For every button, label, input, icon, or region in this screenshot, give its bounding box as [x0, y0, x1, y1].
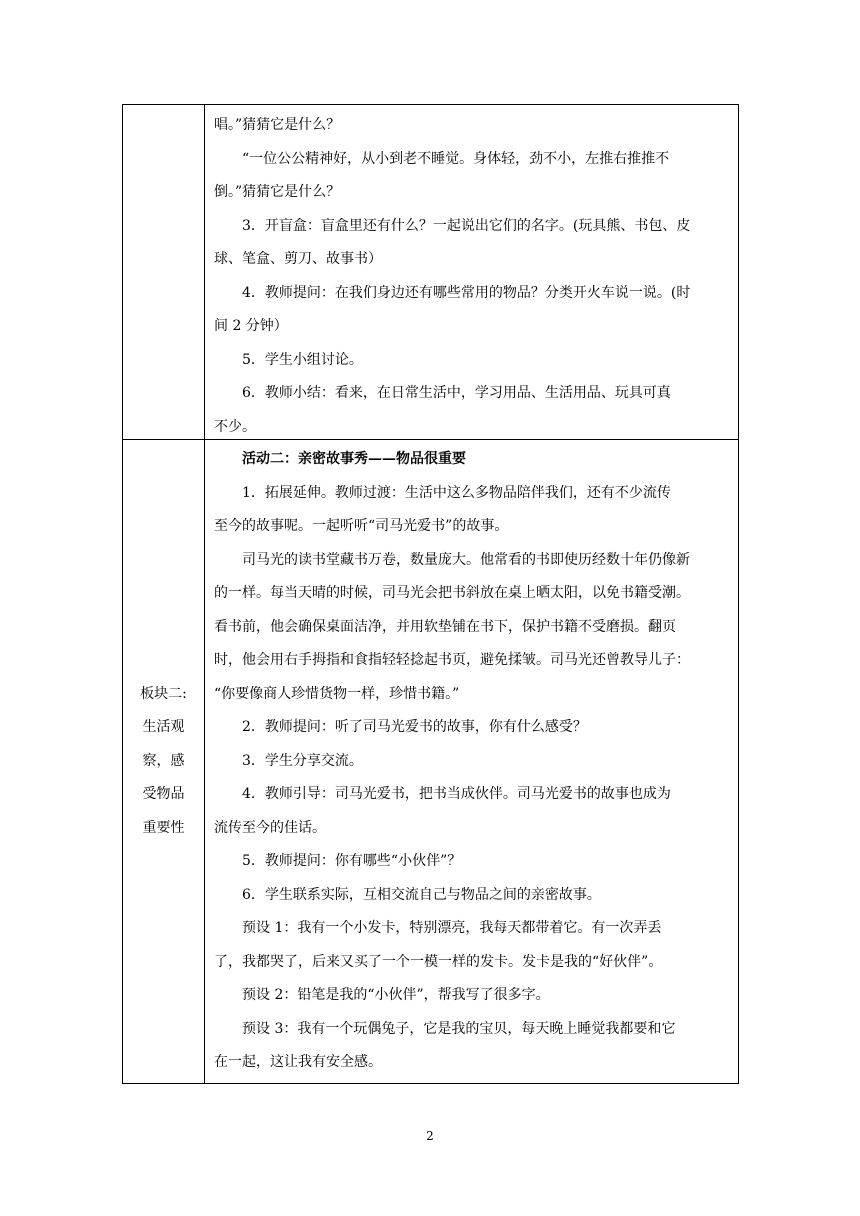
section-label-line: 板块二:	[140, 685, 187, 702]
paragraph-line: 了，我都哭了，后来又买了一个一模一样的发卡。发卡是我的“好伙伴”。	[214, 953, 663, 970]
paragraph-line: “一位公公精神好，从小到老不睡觉。身体轻，劲不小，左推右推推不	[242, 150, 670, 167]
paragraph-line: 3．学生分享交流。	[242, 752, 363, 769]
paragraph-line: “你要像商人珍惜货物一样，珍惜书籍。”	[214, 685, 460, 702]
lesson-plan-table	[122, 104, 739, 1084]
paragraph-line: 在一起，这让我有安全感。	[214, 1054, 382, 1070]
paragraph-line: 活动二：亲密故事秀——物品很重要	[242, 451, 466, 467]
page-number: 2	[426, 1129, 434, 1143]
paragraph-line: 的一样。每当天晴的时候，司马光会把书斜放在桌上晒太阳，以免书籍受潮。	[214, 585, 690, 601]
paragraph-line: 唱。”猜猜它是什么？	[214, 117, 341, 133]
paragraph-line: 4．教师引导：司马光爱书，把书当成伙伴。司马光爱书的故事也成为	[242, 786, 671, 802]
paragraph-line: 看书前，他会确保桌面洁净，并用软垫铺在书下，保护书籍不受磨损。翻页	[214, 618, 676, 635]
content-cell	[205, 440, 739, 1084]
paragraph-line: 不少。	[214, 418, 256, 435]
section-label-line: 受物品	[142, 786, 185, 803]
paragraph-line: 时，他会用右手拇指和食指轻轻捻起书页，避免揉皱。司马光还曾教导儿子：	[214, 652, 690, 668]
paragraph-line: 4．教师提问：在我们身边还有哪些常用的物品？分类开火车说一说。(时	[242, 284, 691, 301]
section-label-line: 生活观	[142, 719, 185, 736]
paragraph-line: 预设 3：我有一个玩偶兔子，它是我的宝贝，每天晚上睡觉我都要和它	[242, 1020, 676, 1037]
paragraph-line: 6．教师小结：看来，在日常生活中，学习用品、生活用品、玩具可真	[242, 385, 671, 401]
row1-content	[205, 105, 738, 439]
paragraph-line: 5．学生小组讨论。	[242, 351, 363, 368]
table-row	[123, 440, 739, 1084]
paragraph-line: 至今的故事呢。一起听听“司马光爱书”的故事。	[214, 518, 509, 534]
paragraph-line: 预设 1：我有一个小发卡，特别漂亮，我每天都带着它。有一次弄丢	[242, 920, 662, 936]
table-row	[123, 105, 739, 440]
section-label-cell	[123, 440, 205, 1084]
paragraph-line: 5．教师提问：你有哪些“小伙伴”？	[242, 853, 462, 869]
section-label-line: 察，感	[142, 752, 185, 769]
row2-content	[205, 440, 738, 1083]
paragraph-line: 3．开盲盒：盲盒里还有什么？一起说出它们的名字。(玩具熊、书包、皮	[242, 217, 691, 234]
paragraph-line: 间 2 分钟）	[214, 318, 288, 334]
paragraph-line: 球、笔盒、剪刀、故事书）	[214, 251, 382, 267]
paragraph-line: 流传至今的佳话。	[214, 819, 326, 836]
section-label-line: 重要性	[142, 819, 185, 836]
paragraph-line: 1．拓展延伸。教师过渡：生活中这么多物品陪伴我们，还有不少流传	[242, 484, 671, 501]
paragraph-line: 6．学生联系实际，互相交流自己与物品之间的亲密故事。	[242, 886, 601, 903]
section-label	[123, 678, 204, 846]
paragraph-line: 司马光的读书堂藏书万卷，数量庞大。他常看的书即使历经数十年仍像新	[242, 551, 690, 568]
paragraph-line: 倒。”猜猜它是什么？	[214, 184, 341, 200]
content-cell	[205, 105, 739, 440]
section-label-cell	[123, 105, 205, 440]
paragraph-line: 2．教师提问：听了司马光爱书的故事，你有什么感受？	[242, 719, 587, 735]
paragraph-line: 预设 2：铅笔是我的“小伙伴”，帮我写了很多字。	[242, 987, 550, 1003]
